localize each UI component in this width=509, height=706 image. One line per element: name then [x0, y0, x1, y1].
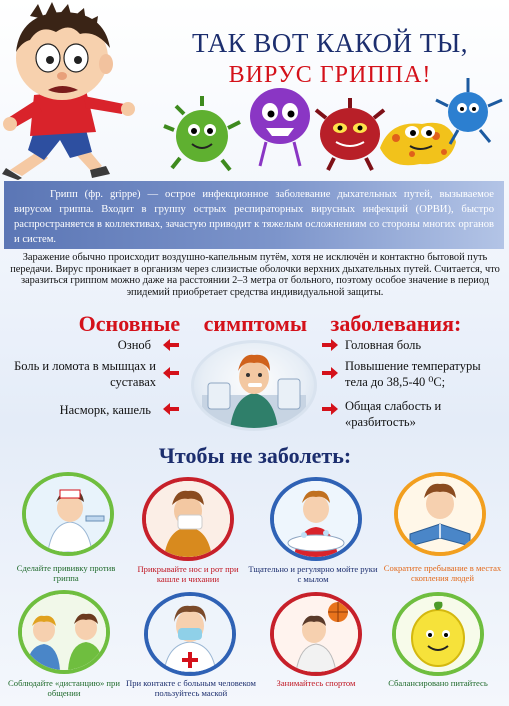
tip-caption: Прикрывайте нос и рот при кашле и чихании — [137, 564, 239, 584]
tip-mask-circle — [144, 592, 236, 676]
running-boy-illustration — [0, 0, 170, 180]
symptom-right-1: Головная боль — [345, 338, 422, 352]
tip-avoid-crowds-circle — [394, 472, 486, 556]
tip-wash-hands-circle — [270, 477, 362, 561]
symptom-left-3: Насморк, кашель — [59, 403, 151, 417]
tip-vaccination-circle — [22, 472, 114, 556]
tip-caption: Тщательно и регулярно мойте руки с мылом — [248, 564, 378, 584]
sick-man-illustration — [191, 340, 317, 431]
arrow-left-icon — [163, 339, 179, 351]
basketball-child-icon — [274, 596, 358, 672]
tip-caption: Соблюдайте «дистанцию» при общении — [8, 678, 120, 698]
symptoms-title: Основные симптомы заболевания: — [78, 311, 462, 336]
page-title-line2: ВИРУС ГРИППА! — [228, 62, 432, 88]
reading-child-icon — [398, 476, 482, 552]
arrow-left-icon — [163, 403, 179, 415]
tip-caption: Сделайте прививку против гриппа — [16, 563, 116, 583]
symptom-left-1: Озноб — [117, 338, 151, 352]
tip-caption: При контакте с больным человеком пользуйтесь маской — [126, 678, 256, 698]
tip-distance-circle — [18, 590, 110, 674]
symptom-left-2: Боль и ломота в мышцах и суставах — [14, 359, 156, 389]
tip-nutrition-circle — [392, 592, 484, 676]
tip-caption: Сократите пребывание в местах скопления людей — [383, 563, 502, 583]
arrow-left-icon — [163, 367, 179, 379]
page-title-line1: ТАК ВОТ КАКОЙ ТЫ, — [191, 28, 469, 58]
tip-caption: Сбалансировано питайтесь — [388, 678, 488, 688]
arrow-right-icon — [322, 367, 338, 379]
tip-cover-mouth-circle — [142, 477, 234, 561]
tip-caption: Занимайтесь спортом — [276, 678, 356, 688]
washing-hands-icon — [274, 481, 358, 557]
doctor-mask-icon — [148, 596, 232, 672]
infection-paragraph: Заражение обычно происходит воздушно-капельным путём, хотя не исключён и контактно бытовой путь передачи. Вирус проникает в организм через слизистые оболочки верхних дыхательных путей. Считается, что заразиться гриппом можно даже на расстоянии 2–3 метра от больного, поэтому особое значение в период эпидемий приобретает средства индивидуальной защиты. — [10, 252, 500, 298]
lemon-icon — [396, 596, 480, 672]
tip-sport-circle — [270, 592, 362, 676]
symptom-right-3: Общая слабость и «разбитость» — [345, 399, 442, 429]
nurse-with-syringe-icon — [26, 476, 110, 552]
symptom-right-2: Повышение температуры тела до 38,5-40 ⁰С; — [345, 359, 481, 389]
definition-banner: Грипп (фр. grippe) — острое инфекционное заболевание дыхательных путей, вызываемое вирусом гриппа. Входит в группу острых респираторных вирусных инфекций (ОРВИ), быстро распространяется в коллективах, зачастую приводит к тяжелым осложнениям со стороны многих органов и систем. — [4, 181, 504, 249]
arrow-right-icon — [322, 339, 338, 351]
arrow-right-icon — [322, 403, 338, 415]
two-children-icon — [22, 594, 106, 670]
prevention-title: Чтобы не заболеть: — [158, 443, 352, 468]
sneezing-child-icon — [146, 481, 230, 557]
